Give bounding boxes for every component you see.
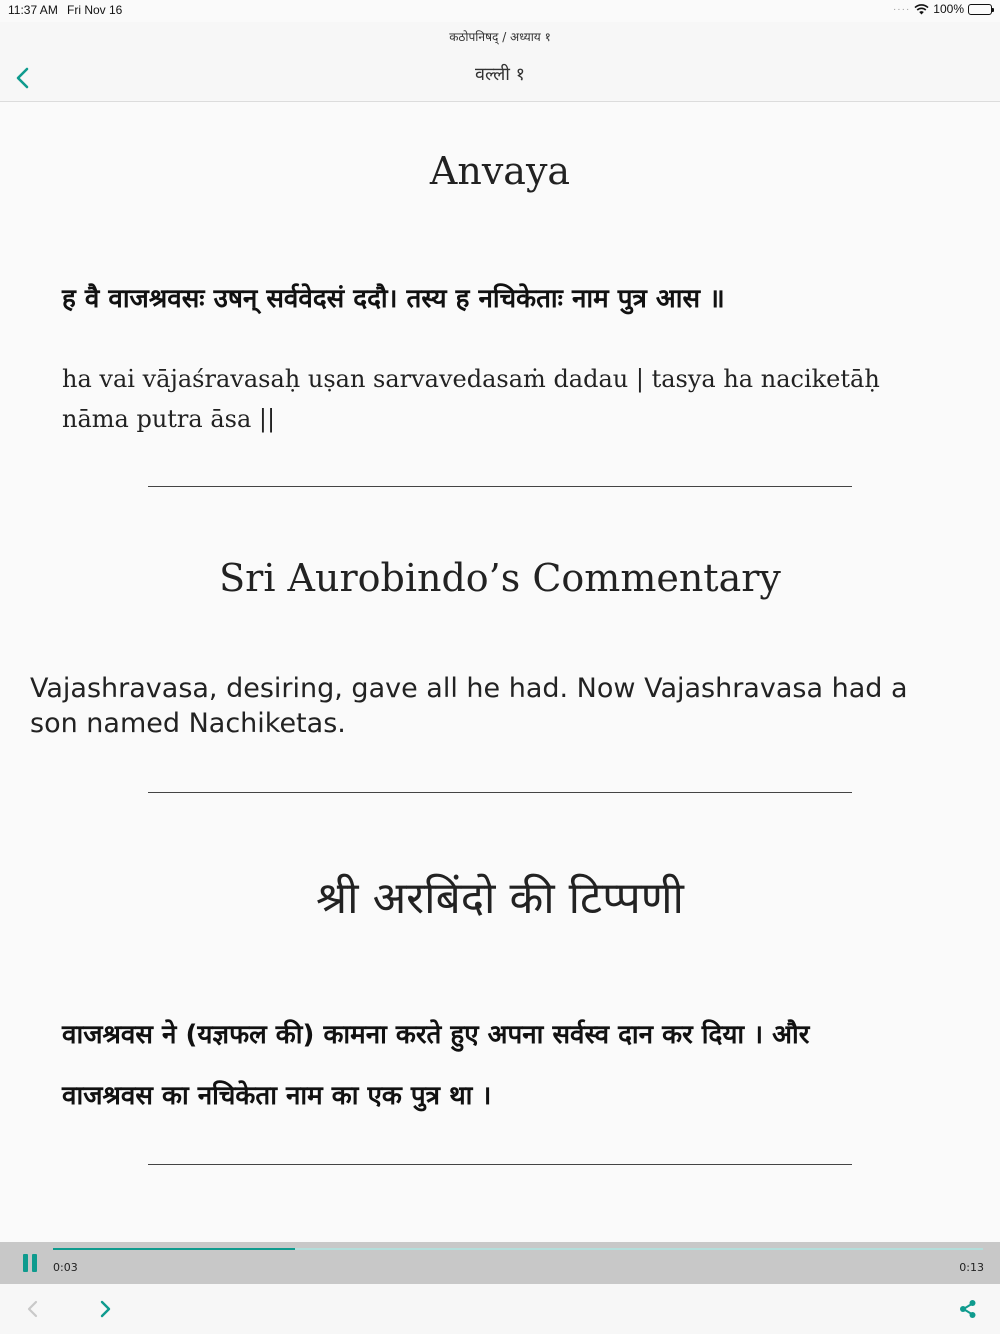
pause-button[interactable] xyxy=(22,1254,38,1272)
wifi-icon xyxy=(914,4,929,15)
breadcrumb: कठोपनिषद् / अध्याय १ xyxy=(449,30,551,44)
time-elapsed: 0:03 xyxy=(53,1261,78,1274)
nav-header xyxy=(0,22,1000,102)
hindi-commentary-heading: श्री अरबिंदो की टिप्पणी xyxy=(316,873,684,924)
hindi-commentary-text: वाजश्रवस ने (यज्ञफल की) कामना करते हुए अपना सर्वस्व दान कर दिया । और वाजश्रवस का नचिकेता नाम का एक पुत्र था । xyxy=(62,1020,810,1111)
next-button[interactable] xyxy=(94,1297,118,1321)
share-button[interactable] xyxy=(956,1297,980,1321)
progress-fill xyxy=(53,1248,295,1250)
chevron-left-icon xyxy=(26,1300,38,1318)
section-divider xyxy=(148,1164,852,1165)
section-divider xyxy=(148,792,852,793)
status-bar xyxy=(0,0,1000,22)
battery-icon xyxy=(968,4,992,15)
pause-icon xyxy=(23,1254,28,1272)
signal-icon: ···· xyxy=(892,3,911,15)
share-icon xyxy=(958,1299,978,1319)
status-time: 11:37 AM xyxy=(8,3,58,17)
chevron-right-icon xyxy=(100,1300,112,1318)
previous-button[interactable] xyxy=(20,1297,44,1321)
commentary-heading: Sri Aurobindo’s Commentary xyxy=(219,556,781,600)
commentary-text: Vajashravasa, desiring, gave all he had. Now Vajashravasa had a son named Nachiketas. xyxy=(30,673,908,739)
page-title: वल्ली १ xyxy=(474,64,526,85)
time-total: 0:13 xyxy=(959,1261,984,1274)
status-indicators xyxy=(893,2,992,16)
battery-percent: 100% xyxy=(933,2,964,16)
sanskrit-verse: ह वै वाजश्रवसः उषन् सर्ववेदसं ददौ। तस्य ह नचिकेताः नाम पुत्र आस ॥ xyxy=(62,284,725,314)
section-divider xyxy=(148,486,852,487)
bottom-toolbar xyxy=(0,1284,1000,1334)
progress-slider[interactable] xyxy=(53,1248,983,1250)
anvaya-heading: Anvaya xyxy=(429,149,571,193)
reading-content[interactable] xyxy=(0,103,1000,1243)
status-date: Fri Nov 16 xyxy=(67,3,123,17)
audio-player xyxy=(0,1242,1000,1284)
transliteration-verse: ha vai vājaśravasaḥ uṣan sarvavedasaṁ dadau | tasya ha naciketāḥ nāma putra āsa || xyxy=(62,365,880,433)
